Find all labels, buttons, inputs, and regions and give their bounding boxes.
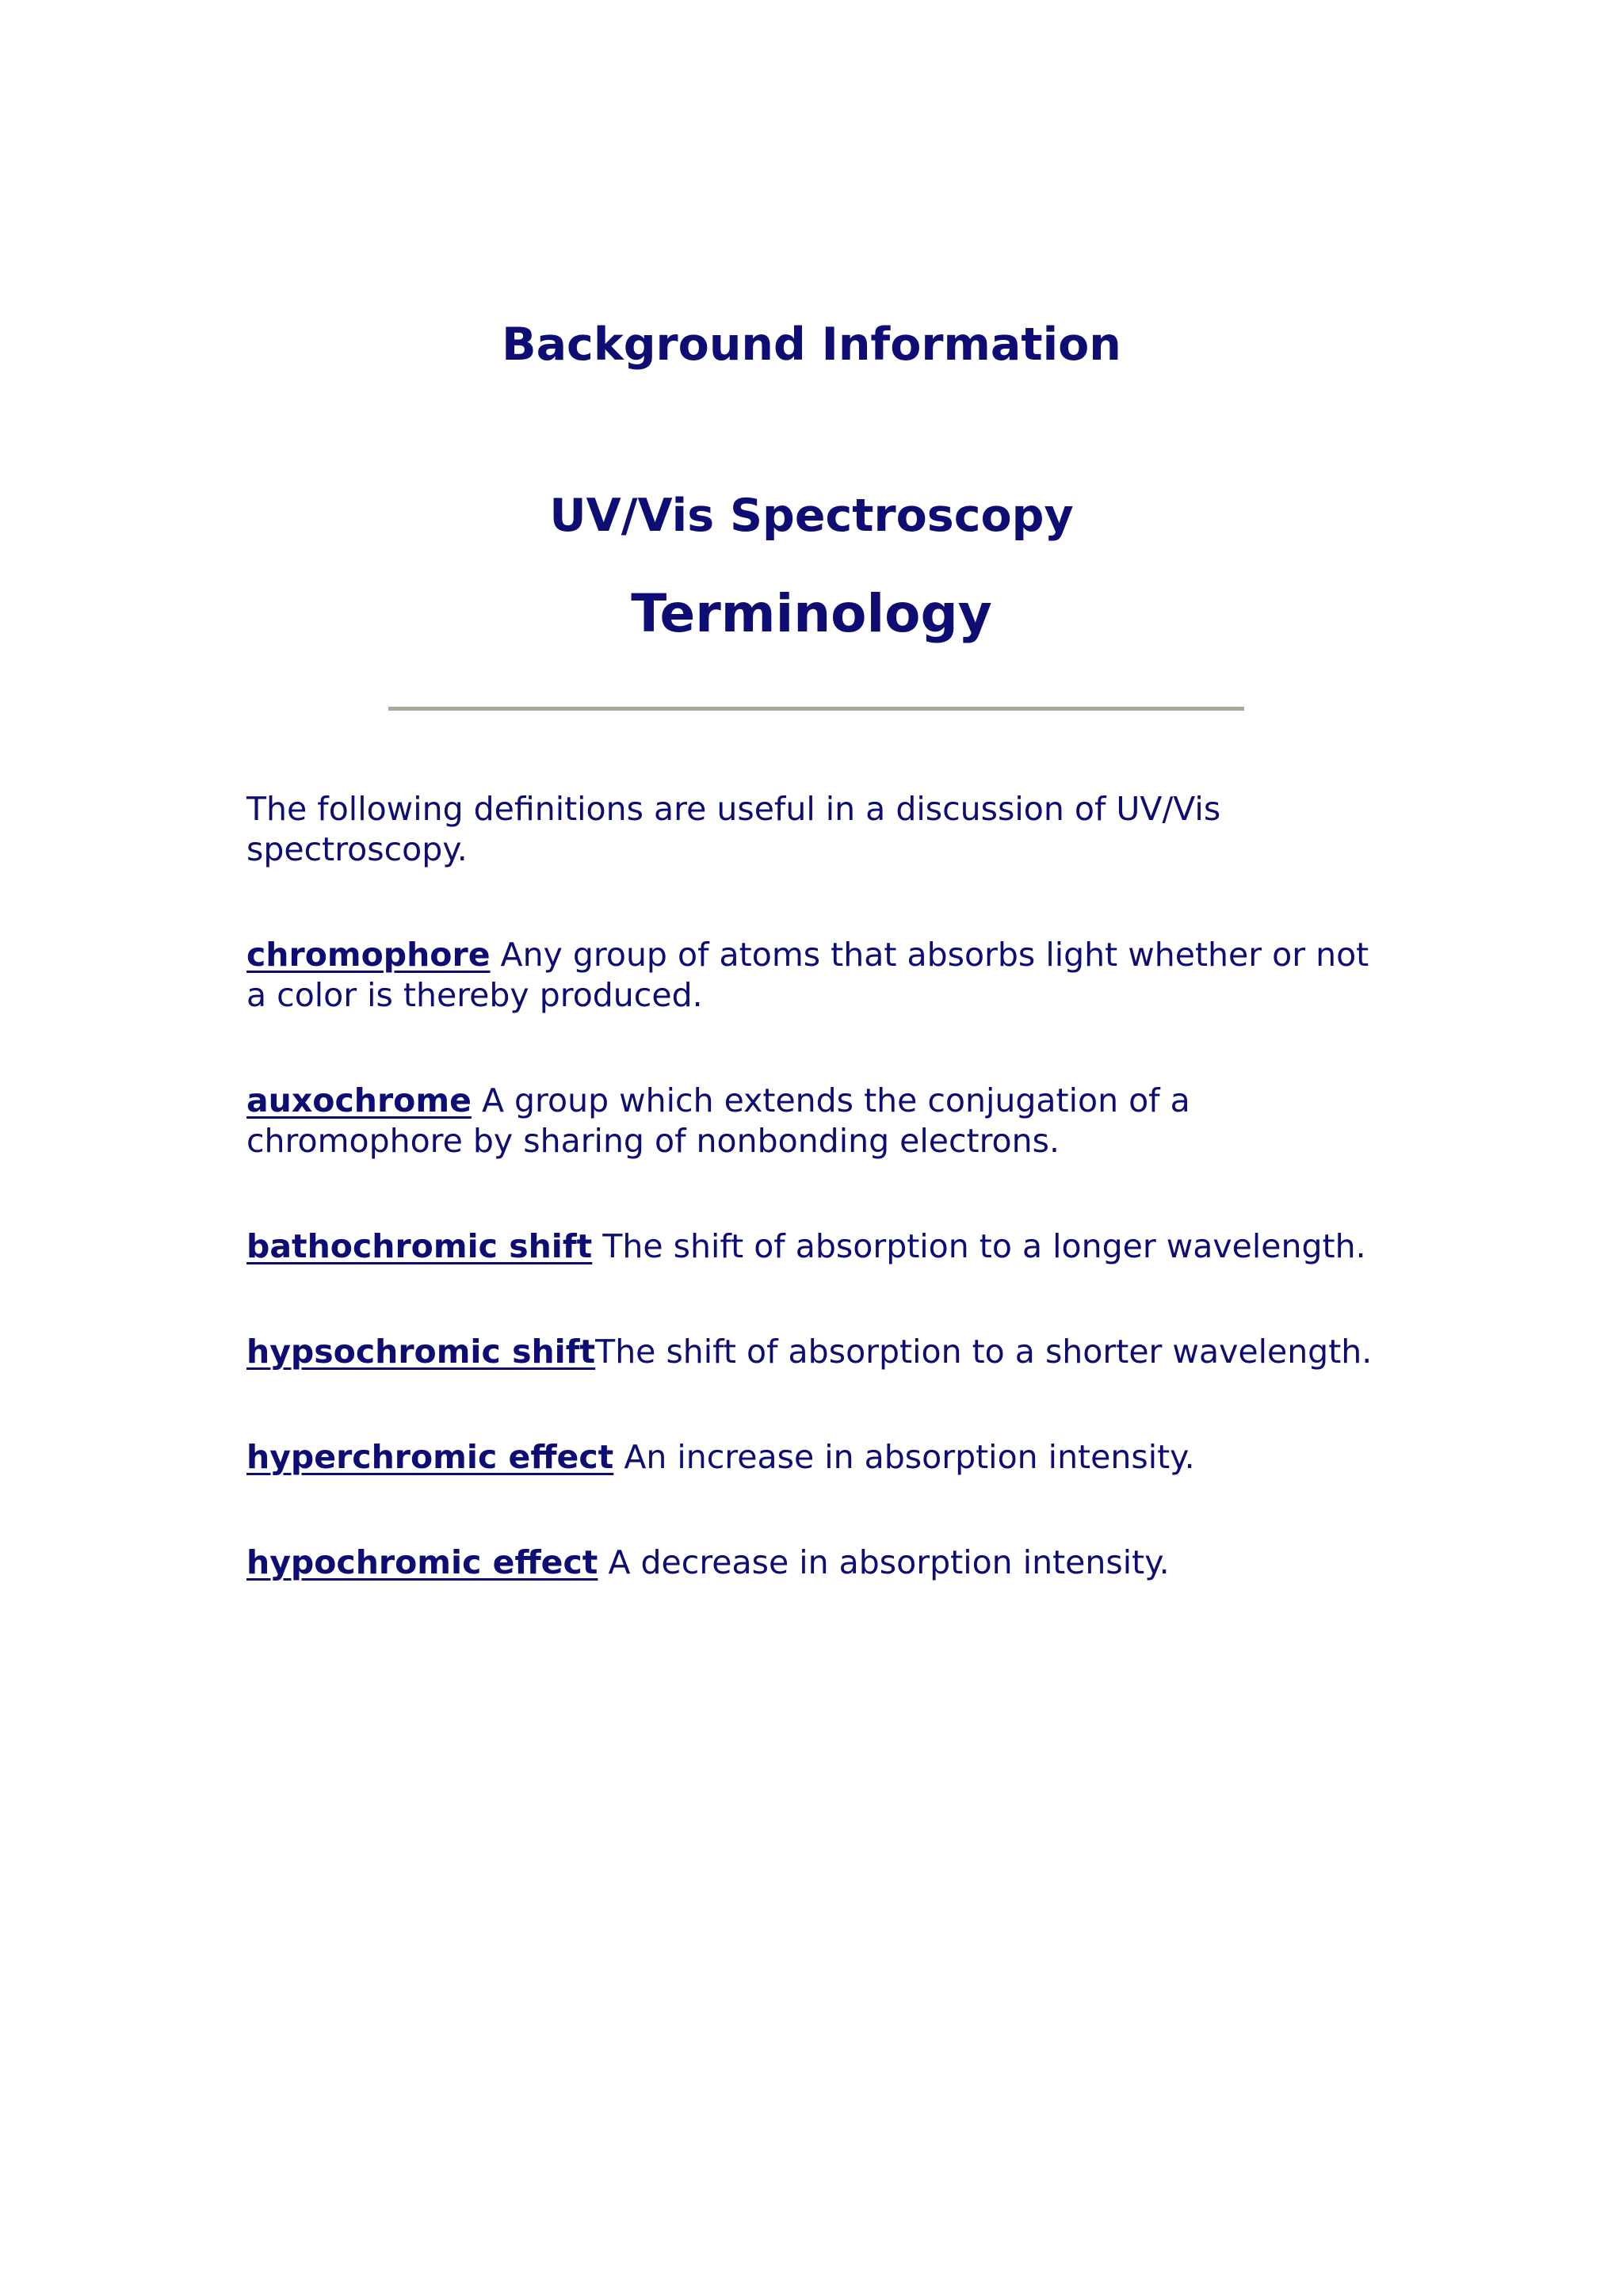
definition-item (246, 1332, 1514, 1372)
page-title: Terminology (631, 583, 992, 644)
definition-separator (598, 1543, 608, 1581)
definition-separator (491, 936, 501, 974)
definition-text: Any group of atoms that absorbs light whether or not a color is thereby produced. (246, 936, 1369, 1014)
definition-text: A group which extends the conjugation of a chromophore by sharing of nonbonding electrons. (246, 1081, 1190, 1160)
definition-text: The shift of absorption to a shorter wavelength. (595, 1333, 1373, 1371)
term-link-auxochrome[interactable]: auxochrome (246, 1081, 472, 1119)
intro-text: The following definitions are useful in a discussion of UV/Vis spectroscopy. (246, 790, 1221, 868)
definition-separator (592, 1227, 602, 1265)
topic-title: UV/Vis Spectroscopy (549, 490, 1074, 542)
definition-item (246, 935, 1396, 1016)
term-link-bathochromic-shift[interactable]: bathochromic shift (246, 1227, 593, 1265)
definition-item (246, 1437, 1514, 1478)
definition-item (246, 1226, 1514, 1267)
horizontal-divider (388, 707, 1244, 711)
definition-text: The shift of absorption to a longer wavelength. (602, 1227, 1366, 1265)
definition-text: An increase in absorption intensity. (624, 1438, 1195, 1476)
term-link-chromophore[interactable]: chromophore (246, 936, 491, 974)
term-link-hypsochromic-shift[interactable]: hypsochromic shift (246, 1333, 596, 1371)
definition-text: A decrease in absorption intensity. (608, 1543, 1170, 1581)
definition-separator (613, 1438, 624, 1476)
definition-item (246, 1543, 1514, 1583)
definition-separator (472, 1081, 482, 1119)
term-link-hypochromic-effect[interactable]: hypochromic effect (246, 1543, 598, 1581)
section-title: Background Information (502, 318, 1121, 371)
definition-item (246, 1081, 1396, 1161)
term-link-hyperchromic-effect[interactable]: hyperchromic effect (246, 1438, 614, 1476)
